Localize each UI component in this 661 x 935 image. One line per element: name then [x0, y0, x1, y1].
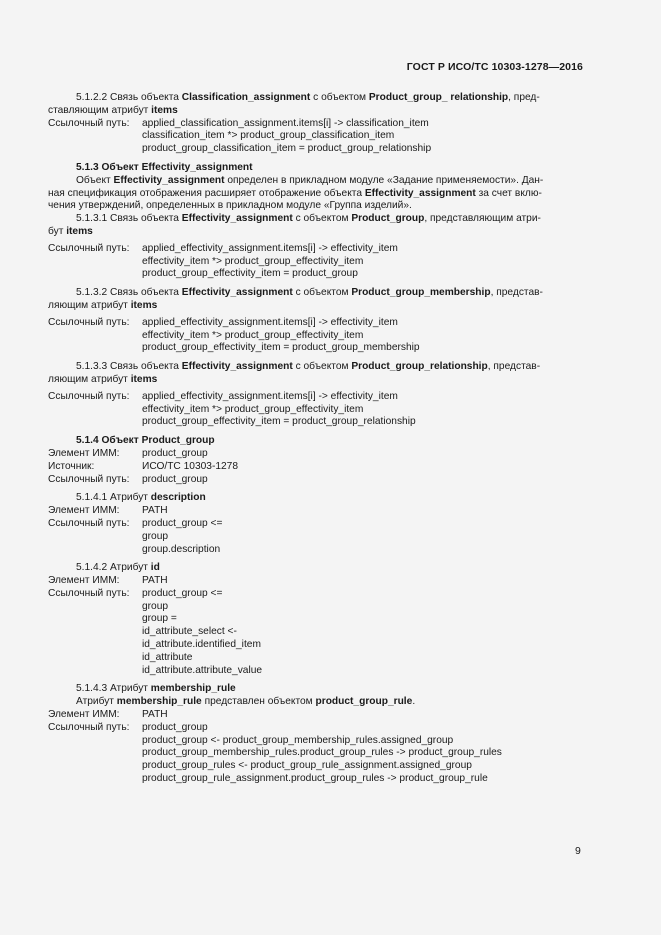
- reference-path-line: product_group <=: [142, 587, 223, 599]
- reference-path-line: classification_item *> product_group_classification_item: [142, 130, 395, 142]
- attribute-name: items: [130, 373, 158, 385]
- reference-path-block: [48, 243, 586, 281]
- heading-text: 5.1.4 Объект Product_group: [76, 435, 215, 447]
- reference-path-block: [48, 317, 586, 355]
- text-run: с объектом: [292, 361, 352, 373]
- clause-5-1-3-1-title-cont: [48, 226, 586, 239]
- clause-number: 5.1.2.2 Связь объекта: [76, 92, 182, 103]
- reference-path-label: Ссылочный путь:: [48, 390, 130, 402]
- entity-name: Product_group_relationship: [351, 361, 488, 373]
- entity-name: Product_group_ relationship: [368, 92, 509, 103]
- reference-path-line: group.description: [142, 543, 221, 555]
- document-id-header: ГОСТ Р ИСО/ТС 10303-1278—2016: [406, 61, 583, 73]
- reference-path-lines: [142, 722, 586, 786]
- entity-name: Product_group_membership: [351, 287, 491, 299]
- text-run: , пред-: [508, 92, 540, 103]
- reference-path-line: product_group: [142, 473, 208, 485]
- imm-element-row: [48, 505, 586, 518]
- section-5-1-3-para: [48, 175, 586, 188]
- reference-path-line: product_group: [142, 721, 208, 733]
- clause-number: 5.1.4.2 Атрибут: [76, 562, 151, 574]
- reference-path-line: id_attribute: [142, 651, 193, 663]
- reference-path-line: group: [142, 600, 169, 612]
- imm-element-label: Элемент ИММ:: [48, 575, 120, 587]
- reference-path-label: Ссылочный путь:: [48, 473, 130, 485]
- attribute-name: membership_rule: [150, 683, 236, 695]
- reference-path-label: Ссылочный путь:: [48, 587, 130, 599]
- reference-path-line: id_attribute.identified_item: [142, 639, 261, 651]
- text-run: определен в прикладном модуле «Задание применяемости». Дан-: [224, 174, 544, 186]
- section-5-1-4-heading: [48, 435, 586, 448]
- reference-path-label: Ссылочный путь:: [48, 316, 130, 328]
- reference-path-block: [48, 391, 586, 429]
- clause-5-1-4-1-title: [48, 492, 586, 505]
- clause-5-1-4-3-para: [48, 696, 586, 709]
- imm-element-row: [48, 709, 586, 722]
- imm-element-value: PATH: [142, 575, 168, 587]
- reference-path-line: product_group_membership_rules.product_group_rules -> product_group_rules: [142, 747, 502, 759]
- imm-element-row: [48, 575, 586, 588]
- clause-number: 5.1.3.1 Связь объекта: [76, 213, 182, 225]
- text-run: ляющим атрибут: [48, 299, 131, 311]
- entity-name: product_group_rule: [315, 696, 413, 708]
- imm-element-label: Элемент ИММ:: [48, 505, 120, 517]
- clause-5-1-2-2-title: [48, 92, 586, 105]
- reference-path-line: effectivity_item *> product_group_effectivity_item: [142, 255, 364, 267]
- clause-5-1-3-3-title: [48, 361, 586, 374]
- reference-path-line: group: [142, 530, 169, 542]
- clause-5-1-4-3-title: [48, 683, 586, 696]
- reference-path-line: applied_effectivity_assignment.items[i] -> effectivity_item: [142, 242, 398, 254]
- imm-element-row: [48, 448, 586, 461]
- reference-path-line: effectivity_item *> product_group_effectivity_item: [142, 329, 364, 341]
- attribute-name: items: [151, 104, 178, 116]
- reference-path-lines: [142, 243, 586, 281]
- reference-path-lines: [142, 391, 586, 429]
- attribute-name: items: [130, 299, 158, 311]
- entity-name: Effectivity_assignment: [181, 213, 293, 225]
- reference-path-block: [48, 118, 586, 156]
- reference-path-block: [48, 588, 586, 678]
- reference-path-line: group =: [142, 613, 177, 625]
- attribute-name: id: [150, 562, 160, 574]
- imm-element-label: Элемент ИММ:: [48, 709, 120, 721]
- entity-name: Effectivity_assignment: [181, 361, 293, 373]
- reference-path-line: product_group <- product_group_membership_rules.assigned_group: [142, 734, 454, 746]
- reference-path-block: [48, 722, 586, 786]
- reference-path-lines: [142, 118, 586, 156]
- text-run: Объект: [76, 174, 114, 186]
- clause-number: 5.1.3.2 Связь объекта: [76, 287, 182, 299]
- reference-path-label: Ссылочный путь:: [48, 517, 130, 529]
- clause-5-1-3-3-title-cont: [48, 374, 586, 387]
- reference-path-lines: [142, 518, 586, 556]
- reference-path-line: applied_effectivity_assignment.items[i] -> effectivity_item: [142, 390, 398, 402]
- source-label: Источник:: [48, 460, 95, 472]
- reference-path-lines: [142, 588, 586, 678]
- reference-path-line: applied_classification_assignment.items[i] -> classification_item: [142, 117, 429, 129]
- entity-name: Effectivity_assignment: [364, 187, 476, 199]
- clause-5-1-2-2-title-cont: [48, 105, 586, 118]
- clause-number: 5.1.4.3 Атрибут: [76, 683, 151, 695]
- imm-element-value: PATH: [142, 709, 168, 721]
- reference-path-block: [48, 518, 586, 556]
- text-run: за счет вклю-: [475, 187, 542, 199]
- reference-path-line: product_group_effectivity_item = product_group_relationship: [142, 416, 416, 428]
- page-number: 9: [575, 845, 581, 857]
- reference-path-line: product_group_classification_item = product_group_relationship: [142, 143, 432, 155]
- attribute-name: membership_rule: [116, 696, 202, 708]
- reference-path-line: id_attribute_select <-: [142, 626, 237, 638]
- section-5-1-3-para-cont2: чения утверждений, определенных в прикладном модуле «Группа изделий».: [48, 200, 412, 212]
- entity-name: Effectivity_assignment: [113, 174, 225, 186]
- clause-5-1-3-2-title: [48, 287, 586, 300]
- reference-path-line: applied_effectivity_assignment.items[i] -> effectivity_item: [142, 316, 398, 328]
- reference-path-row: [48, 474, 586, 487]
- reference-path-lines: [142, 317, 586, 355]
- attribute-name: description: [150, 492, 206, 504]
- text-run: , представ-: [490, 287, 543, 299]
- text-run: представлен объектом: [201, 696, 316, 708]
- text-run: с объектом: [292, 213, 352, 225]
- imm-element-label: Элемент ИММ:: [48, 447, 120, 459]
- reference-path-label: Ссылочный путь:: [48, 242, 130, 254]
- entity-name: Classification_assignment: [181, 92, 311, 103]
- text-run: .: [412, 696, 416, 708]
- entity-name: Effectivity_assignment: [181, 287, 293, 299]
- reference-path-label: Ссылочный путь:: [48, 117, 130, 129]
- heading-text: 5.1.3 Объект Effectivity_assignment: [76, 161, 253, 173]
- reference-path-line: product_group_rules <- product_group_rule_assignment.assigned_group: [142, 760, 472, 772]
- page-content: [48, 92, 586, 786]
- source-value: ИСО/ТС 10303-1278: [142, 460, 239, 472]
- section-5-1-3-para-cont: [48, 188, 586, 201]
- clause-5-1-4-2-title: [48, 562, 586, 575]
- clause-number: 5.1.4.1 Атрибут: [76, 492, 151, 504]
- source-row: [48, 461, 586, 474]
- attribute-name: items: [66, 225, 93, 237]
- reference-path-line: id_attribute.attribute_value: [142, 664, 263, 676]
- reference-path-line: product_group <=: [142, 517, 223, 529]
- text-run: Атрибут: [76, 696, 117, 708]
- text-run: ставляющим атрибут: [48, 104, 152, 116]
- entity-name: Product_group: [351, 213, 425, 225]
- text-run: ная спецификация отображения расширяет отображение объекта: [48, 187, 365, 199]
- reference-path-line: product_group_rule_assignment.product_group_rules -> product_group_rule: [142, 773, 488, 785]
- clause-5-1-3-2-title-cont: [48, 300, 586, 313]
- section-5-1-3-heading: [48, 162, 586, 175]
- text-run: , представляющим атри-: [424, 213, 541, 225]
- imm-element-value: product_group: [142, 447, 208, 459]
- imm-element-value: PATH: [142, 505, 168, 517]
- text-run: , представ-: [487, 361, 541, 373]
- clause-5-1-3-1-title: [48, 213, 586, 226]
- text-run: ляющим атрибут: [48, 373, 131, 385]
- reference-path-line: product_group_effectivity_item = product_group: [142, 268, 358, 280]
- reference-path-label: Ссылочный путь:: [48, 721, 130, 733]
- text-run: с объектом: [310, 92, 369, 103]
- reference-path-line: product_group_effectivity_item = product_group_membership: [142, 342, 420, 354]
- text-run: с объектом: [292, 287, 352, 299]
- text-run: бут: [48, 225, 67, 237]
- clause-number: 5.1.3.3 Связь объекта: [76, 361, 182, 373]
- reference-path-line: effectivity_item *> product_group_effectivity_item: [142, 403, 364, 415]
